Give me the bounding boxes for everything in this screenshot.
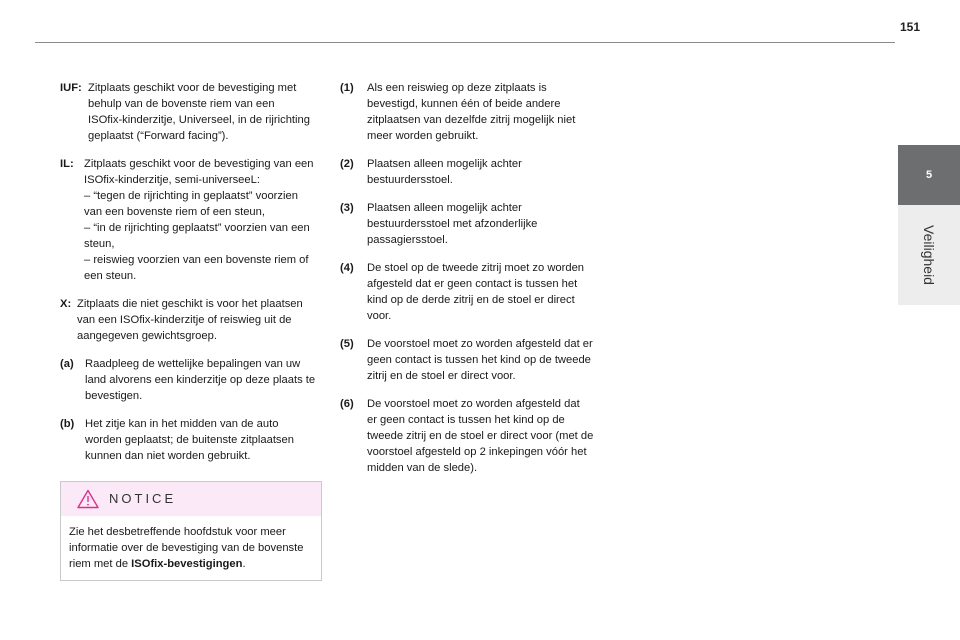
page-number: 151 xyxy=(899,20,920,34)
definition-iuf xyxy=(60,80,322,144)
item-line: van een ISOfix-kinderzitje of reiswieg uit de xyxy=(77,314,292,326)
item-text xyxy=(367,200,602,248)
definition-il xyxy=(60,156,322,284)
item-line: Als een reiswieg op deze zitplaats is xyxy=(367,82,547,94)
item-line: voor. xyxy=(367,310,392,322)
note-a xyxy=(60,356,322,404)
item-text xyxy=(85,356,322,404)
item-text xyxy=(367,80,602,144)
item-line: behulp van de bovenste riem van een xyxy=(88,98,275,110)
item-text xyxy=(367,260,602,324)
item-line: geplaatst (“Forward facing”). xyxy=(88,130,229,142)
item-label: IL: xyxy=(60,158,74,170)
chapter-label: Veiligheid xyxy=(921,225,937,285)
item-text xyxy=(88,80,322,144)
item-text xyxy=(367,336,602,384)
item-label: (6) xyxy=(340,398,354,410)
footnote-3 xyxy=(340,200,602,248)
item-label: X: xyxy=(60,298,72,310)
notice-line: informatie over de bevestiging van de bovenste xyxy=(69,542,304,554)
right-column xyxy=(340,80,602,488)
notice-box xyxy=(60,481,322,581)
item-line: De voorstoel moet zo worden afgesteld dat xyxy=(367,398,580,410)
item-line: bevestigd, kunnen één of beide andere xyxy=(367,98,561,110)
item-text xyxy=(367,156,602,188)
item-line: Het zitje kan in het midden van de auto xyxy=(85,418,279,430)
item-line: voorstoel afgesteld op 2 inkepingen vóór het xyxy=(367,446,587,458)
item-line: De voorstoel moet zo worden afgesteld dat er xyxy=(367,338,593,350)
item-line: bestuurdersstoel. xyxy=(367,174,453,186)
item-line: land alvorens een kinderzitje op deze plaats te xyxy=(85,374,316,386)
item-line: steun, xyxy=(84,238,115,250)
item-line: kind op de derde zitrij en de stoel er direct xyxy=(367,294,575,306)
chapter-tab xyxy=(898,145,960,205)
item-line: er geen contact is tussen het kind op de xyxy=(367,414,565,426)
item-label: IUF: xyxy=(60,82,82,94)
notice-title: NOTICE xyxy=(109,491,177,506)
item-label: (4) xyxy=(340,262,354,274)
item-line: geen contact is tussen het kind op de tweede xyxy=(367,354,591,366)
footnote-1 xyxy=(340,80,602,144)
chapter-label-box xyxy=(898,205,960,305)
item-line: afgesteld dat er geen contact is tussen het xyxy=(367,278,578,290)
notice-bold-term: ISOfix-bevestigingen xyxy=(131,558,243,570)
item-line: midden van de slede). xyxy=(367,462,478,474)
item-label: (5) xyxy=(340,338,354,350)
notice-line: Zie het desbetreffende hoofdstuk voor meer xyxy=(69,526,286,538)
notice-period: . xyxy=(242,558,246,570)
item-line: Plaatsen alleen mogelijk achter xyxy=(367,158,522,170)
item-text xyxy=(84,156,322,284)
definition-x xyxy=(60,296,322,344)
item-line: ISOfix-kinderzitje, Universeel, in de rijrichting xyxy=(88,114,310,126)
item-line: worden geplaatst; de buitenste zitplaatsen xyxy=(85,434,294,446)
item-line: Zitplaats die niet geschikt is voor het plaatsen xyxy=(77,298,303,310)
item-label: (a) xyxy=(60,358,74,370)
left-column xyxy=(60,80,322,581)
item-label: (b) xyxy=(60,418,75,430)
notice-text: riem met de xyxy=(69,558,132,570)
note-b xyxy=(60,416,322,464)
warning-icon xyxy=(77,489,99,509)
item-line: tweede zitrij en de stoel er direct voor (met de xyxy=(367,430,594,442)
item-line: bevestigen. xyxy=(85,390,143,402)
footnote-4 xyxy=(340,260,602,324)
item-line: Raadpleeg de wettelijke bepalingen van uw xyxy=(85,358,301,370)
header-divider xyxy=(35,42,895,43)
notice-line-last xyxy=(69,556,313,572)
item-line: passagiersstoel. xyxy=(367,234,448,246)
item-line: kunnen dan niet worden gebruikt. xyxy=(85,450,251,462)
item-line: – “tegen de rijrichting in geplaatst” voorzien xyxy=(84,190,298,202)
item-text xyxy=(85,416,322,464)
item-line: Plaatsen alleen mogelijk achter xyxy=(367,202,522,214)
item-line: Zitplaats geschikt voor de bevestiging met xyxy=(88,82,297,94)
notice-body xyxy=(61,516,321,580)
item-line: zitplaatsen van dezelfde zitrij mogelijk niet xyxy=(367,114,576,126)
notice-header xyxy=(61,482,321,516)
item-line: zitrij en de stoel er direct voor. xyxy=(367,370,516,382)
item-label: (2) xyxy=(340,158,354,170)
item-line: bestuurdersstoel met afzonderlijke xyxy=(367,218,538,230)
item-line: – “in de rijrichting geplaatst” voorzien van een xyxy=(84,222,310,234)
item-line: van een bovenste riem of een steun, xyxy=(84,206,265,218)
item-text xyxy=(77,296,322,344)
chapter-number: 5 xyxy=(925,169,933,181)
item-text xyxy=(367,396,602,476)
item-line: ISOfix-kinderzitje, semi-universeeL: xyxy=(84,174,260,186)
item-line: Zitplaats geschikt voor de bevestiging van een xyxy=(84,158,314,170)
footnote-6 xyxy=(340,396,602,476)
item-line: een steun. xyxy=(84,270,137,282)
item-line: – reiswieg voorzien van een bovenste riem of xyxy=(84,254,309,266)
item-label: (3) xyxy=(340,202,354,214)
footnote-5 xyxy=(340,336,602,384)
item-label: (1) xyxy=(340,82,354,94)
item-line: De stoel op de tweede zitrij moet zo worden xyxy=(367,262,585,274)
item-line: meer worden gebruikt. xyxy=(367,130,479,142)
footnote-2 xyxy=(340,156,602,188)
item-line: aangegeven gewichtsgroep. xyxy=(77,330,217,342)
